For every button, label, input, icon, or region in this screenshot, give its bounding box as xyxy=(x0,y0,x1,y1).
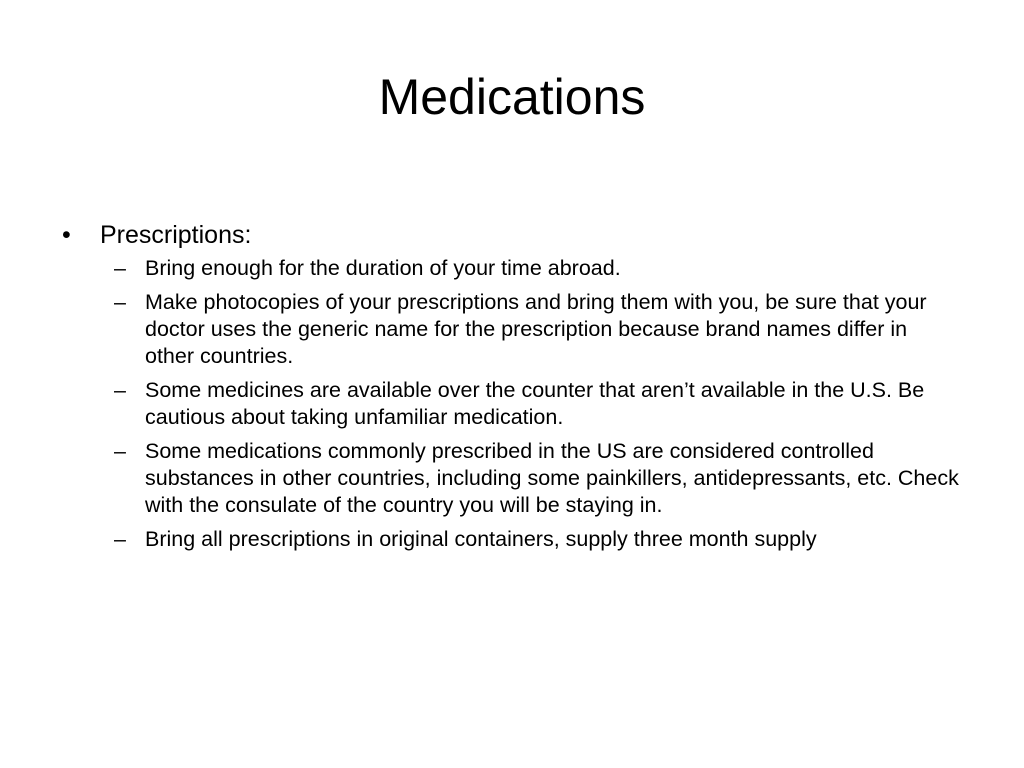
slide-title: Medications xyxy=(378,69,646,125)
sub-bullet-text: Some medicines are available over the counter that aren’t available in the U.S. Be cautious about taking unfamiliar medication. xyxy=(145,378,925,429)
dash-marker: – xyxy=(114,378,126,402)
dash-marker: – xyxy=(114,439,126,463)
sub-bullet-text: Make photocopies of your prescriptions and bring them with you, be sure that your doctor uses the generic name for the prescription because brand names differ in other countries. xyxy=(145,290,927,368)
main-bullet xyxy=(62,218,962,252)
sub-bullet-3 xyxy=(62,377,962,431)
sub-bullet-5 xyxy=(62,526,962,553)
sub-bullet-text: Bring enough for the duration of your time abroad. xyxy=(145,256,621,280)
sub-bullet-text: Bring all prescriptions in original containers, supply three month supply xyxy=(145,527,817,551)
sub-bullet-text: Some medications commonly prescribed in the US are considered controlled substances in other countries, including some painkillers, antidepressants, etc. Check with the consulate of the country you will be staying in. xyxy=(145,439,959,517)
bullet-marker: • xyxy=(62,221,71,249)
sub-bullet-2 xyxy=(62,289,962,370)
slide-content xyxy=(62,218,962,560)
dash-marker: – xyxy=(114,256,126,280)
sub-bullet-1 xyxy=(62,255,962,282)
sub-bullet-list xyxy=(62,255,962,553)
dash-marker: – xyxy=(114,527,126,551)
sub-bullet-4 xyxy=(62,438,962,519)
main-bullet-text: Prescriptions: xyxy=(100,221,252,249)
dash-marker: – xyxy=(114,290,126,314)
